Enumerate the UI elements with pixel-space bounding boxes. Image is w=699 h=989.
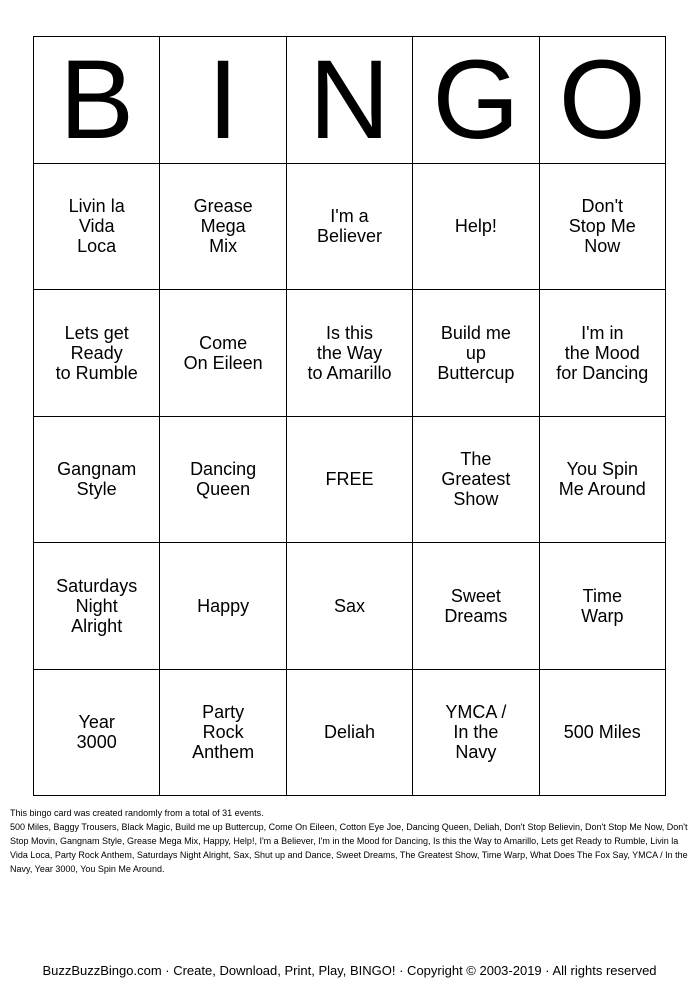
bingo-square: 500 Miles [540, 670, 666, 797]
bingo-square: Sax [287, 543, 413, 670]
bingo-square: Lets get Ready to Rumble [34, 290, 160, 417]
card-info [10, 806, 690, 876]
bingo-square: Happy [160, 543, 286, 670]
bingo-square: I'm a Believer [287, 164, 413, 291]
card-info-event-list: 500 Miles, Baggy Trousers, Black Magic, Build me up Buttercup, Come On Eileen, Cotton Eye Joe, Dancing Queen, Deliah, Don't Stop Believin, Don't Stop Me Now, Don't Stop Movin, Gangnam Style, Grease Mega Mix, Happy, Help!, I'm a Believer, I'm in the Mood for Dancing, Is this the Way to Amarillo, Lets get Ready to Rumble, Livin la Vida Loca, Party Rock Anthem, Saturdays Night Alright, Sax, Shut up and Dance, Sweet Dreams, The Greatest Show, Time Warp, What Does The Fox Say, YMCA / In the Navy, Year 3000, You Spin Me Around. [10, 822, 688, 874]
bingo-square: Is this the Way to Amarillo [287, 290, 413, 417]
bingo-square: I'm in the Mood for Dancing [540, 290, 666, 417]
card-info-summary: This bingo card was created randomly from a total of 31 events. [10, 808, 264, 818]
bingo-square: Deliah [287, 670, 413, 797]
header-letter-o: O [540, 37, 666, 164]
free-square: FREE [287, 417, 413, 544]
page-footer: BuzzBuzzBingo.com · Create, Download, Print, Play, BINGO! · Copyright © 2003-2019 · All rights reserved [42, 963, 657, 978]
bingo-square: Livin la Vida Loca [34, 164, 160, 291]
bingo-square: Grease Mega Mix [160, 164, 286, 291]
bingo-square: The Greatest Show [413, 417, 539, 544]
header-letter-g: G [413, 37, 539, 164]
bingo-square: Come On Eileen [160, 290, 286, 417]
bingo-square: Help! [413, 164, 539, 291]
bingo-square: Build me up Buttercup [413, 290, 539, 417]
bingo-square: Year 3000 [34, 670, 160, 797]
bingo-square: Saturdays Night Alright [34, 543, 160, 670]
bingo-square: YMCA / In the Navy [413, 670, 539, 797]
bingo-square: You Spin Me Around [540, 417, 666, 544]
bingo-square: Don't Stop Me Now [540, 164, 666, 291]
bingo-card [33, 36, 666, 796]
bingo-square: Party Rock Anthem [160, 670, 286, 797]
header-letter-i: I [160, 37, 286, 164]
bingo-square: Gangnam Style [34, 417, 160, 544]
header-letter-b: B [34, 37, 160, 164]
header-letter-n: N [287, 37, 413, 164]
bingo-square: Time Warp [540, 543, 666, 670]
bingo-square: Sweet Dreams [413, 543, 539, 670]
bingo-square: Dancing Queen [160, 417, 286, 544]
